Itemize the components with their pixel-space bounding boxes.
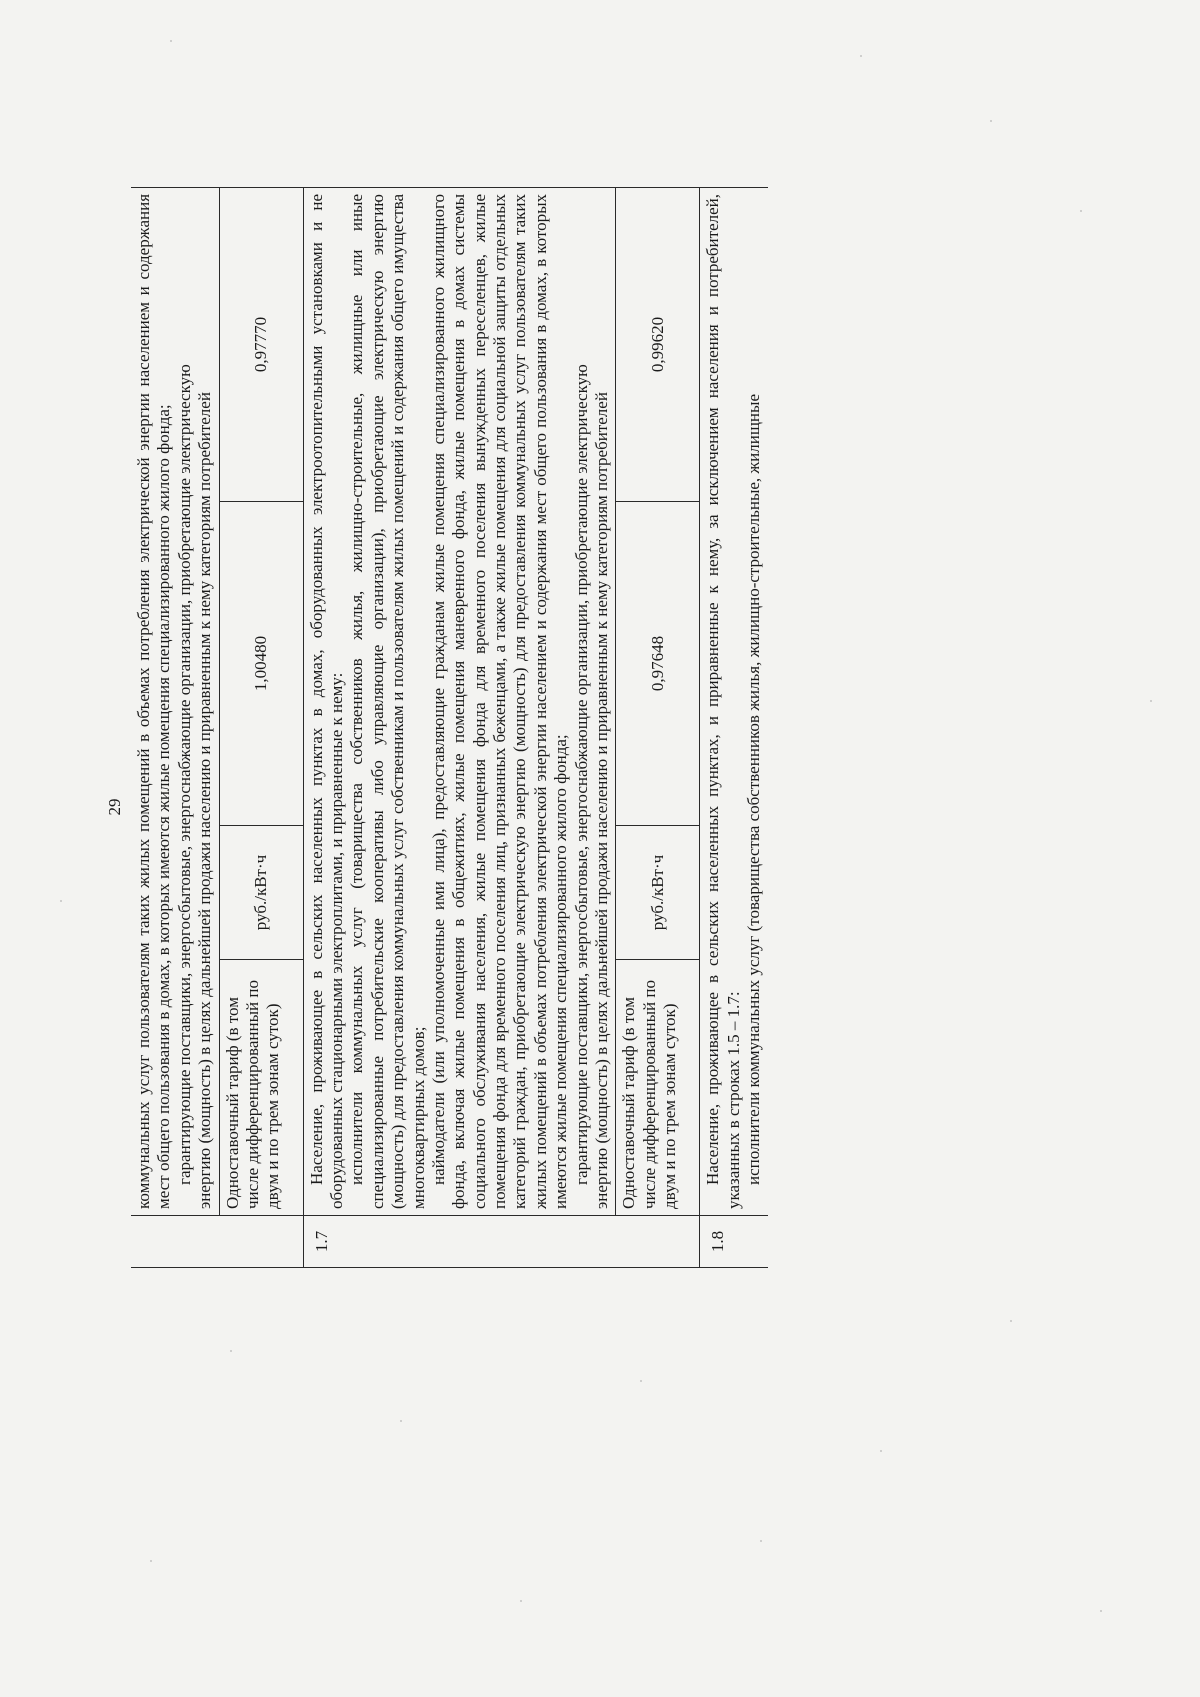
row-description bbox=[303, 187, 616, 1215]
tariff-unit: руб./кВт·ч bbox=[219, 826, 303, 960]
row-number: 1.7 bbox=[303, 1216, 700, 1268]
row-description bbox=[700, 187, 768, 1215]
tariff-value-second-half: 0,99620 bbox=[616, 187, 700, 501]
paragraph: исполнители коммунальных услуг (товарищества собственников жилья, жилищно-строительные, жилищные или иные специализированные потребительские кооперативы либо управляющие организации), приобретающие электрическую энергию (мощность) для предоставления коммунальных услуг собственникам и пользователям жилых помещений и содержания общего имущества многоквартирных домов; bbox=[347, 193, 428, 1209]
rotated-page-content bbox=[131, 188, 1081, 1268]
paragraph: энергию (мощность) в целях дальнейшей продажи населению и приравненным к нему категориям потребителей bbox=[592, 392, 612, 1209]
tariff-value-first-half: 0,97648 bbox=[616, 502, 700, 826]
paragraph: гарантирующие поставщики, энергосбытовые, энергоснабжающие организации, приобретающие электрическую bbox=[174, 364, 194, 1185]
paragraph: энергию (мощность) в целях дальнейшей продажи населению и приравненным к нему категориям потребителей bbox=[195, 392, 215, 1209]
tariff-value-first-half: 1,00480 bbox=[219, 502, 303, 826]
tariff-unit: руб./кВт·ч bbox=[616, 826, 700, 960]
tariff-row bbox=[219, 187, 303, 1267]
paragraph: исполнители коммунальных услуг (товарищества собственников жилья, жилищно-строительные, жилищные bbox=[744, 394, 764, 1185]
paragraph: коммунальных услуг пользователям таких жилых помещений в объемах потребления электрической энергии населением и содержания мест общего пользования в домах, в которых имеются жилые помещения специализированного жилого фонда; bbox=[134, 193, 174, 1209]
row-description bbox=[131, 187, 219, 1215]
table-row bbox=[131, 187, 219, 1267]
table-row bbox=[303, 187, 616, 1267]
row-number bbox=[131, 1216, 303, 1268]
paragraph: Население, проживающее в сельских населенных пунктах в домах, оборудованных электроотопительными установками и не оборудованных стационарными электроплитами, и приравненные к нему: bbox=[306, 193, 346, 1209]
tariff-table bbox=[131, 187, 768, 1268]
paragraph: наймодатели (или уполномоченные ими лица), предоставляющие гражданам жилые помещения специализированного жилищного фонда, включая жилые помещения в общежитиях, жилые помещения маневренного фонда, жилые помещения в домах системы социального обслуживания населения, жилые помещения фонда для временного поселения вынужденных переселенцев, жилые помещения фонда для временного поселения лиц, признанных беженцами, а также жилые помещения для социальной защиты отдельных категорий граждан, приобретающие электрическую энергию (мощность) для предоставления коммунальных услуг пользователям таких жилых помещений в объемах потребления электрической энергии населением и содержания мест общего пользования в домах, в которых имеются жилые помещения специализированного жилого фонда; bbox=[428, 193, 571, 1209]
table-row bbox=[700, 187, 768, 1267]
paragraph: гарантирующие поставщики, энергосбытовые, энергоснабжающие организации, приобретающие электрическую bbox=[571, 364, 591, 1185]
tariff-label: Одноставочный тариф (в том числе дифференцированный по двум и по трем зонам суток) bbox=[219, 960, 303, 1216]
paragraph: Население, проживающее в сельских населенных пунктах, и приравненные к нему, за исключением населения и потребителей, указанных в строках 1.5 – 1.7: bbox=[703, 193, 743, 1209]
row-number: 1.8 bbox=[700, 1216, 768, 1268]
tariff-value-second-half: 0,97770 bbox=[219, 187, 303, 501]
tariff-label: Одноставочный тариф (в том числе дифференцированный по двум и по трем зонам суток) bbox=[616, 960, 700, 1216]
page-number: 29 bbox=[105, 798, 124, 816]
tariff-row bbox=[616, 187, 700, 1267]
